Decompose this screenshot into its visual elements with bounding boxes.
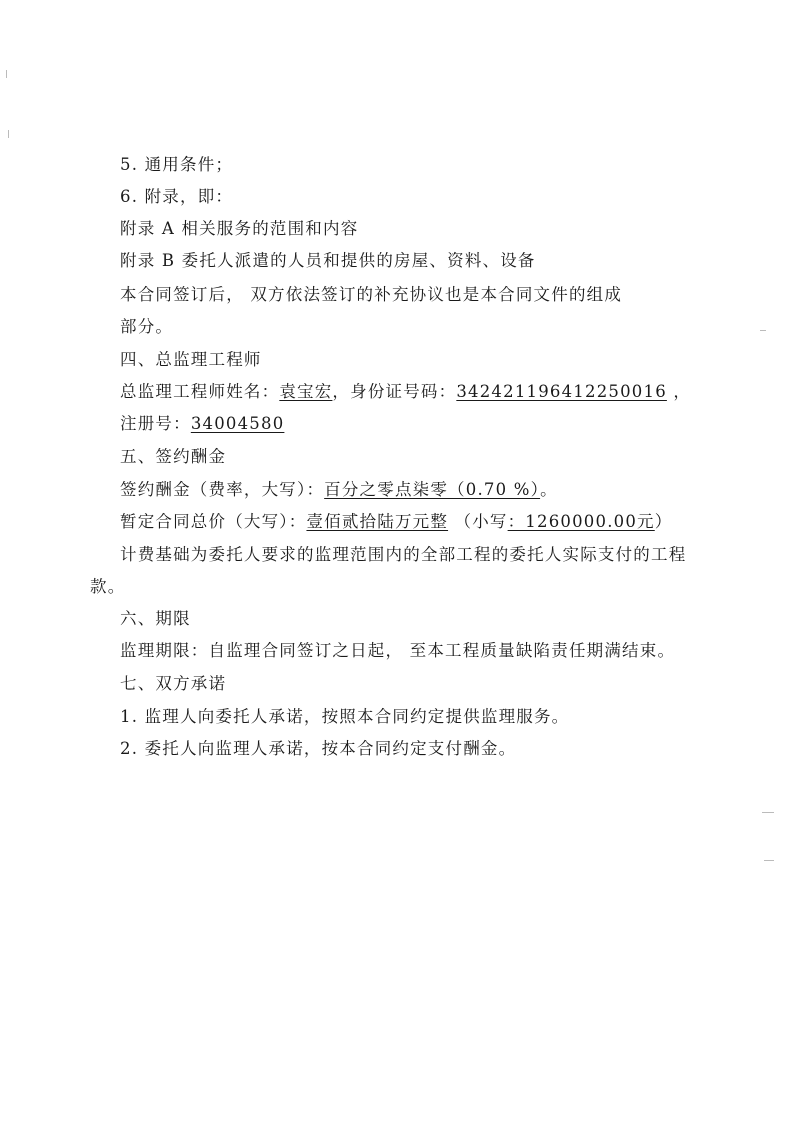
punctuation: ， [666,382,692,401]
fee-rate [120,479,558,501]
punctuation: ） [654,512,673,531]
fee-rate-value: 百分之零点柒零（0.70 %） [324,480,541,499]
chief-engineer-info [120,381,691,403]
commitment-1: 1. 监理人向委托人承诺，按照本合同约定提供监理服务。 [120,707,570,726]
punctuation: 。 [540,480,558,499]
id-number: 342421196412250016 [456,382,667,401]
contract-total-figures: ：1260000.00元 [507,512,655,531]
fee-rate-label: 签约酬金（费率，大写）： [120,480,325,499]
supplementary-agreement-text-cont: 部分。 [120,317,174,336]
registration-number: 34004580 [190,414,285,433]
scan-mark [764,860,774,861]
scan-mark [6,70,7,78]
scan-mark [762,812,774,813]
contract-total-small-label: （小写 [448,512,508,531]
fee-basis-text-cont: 款。 [90,577,126,596]
appendix-a: 附录 A 相关服务的范围和内容 [120,219,359,238]
clause-general-conditions: 5. 通用条件； [120,155,234,174]
section-chief-engineer-heading: 四、总监理工程师 [120,350,262,369]
contract-total [120,511,672,533]
chief-engineer-name-label: 总监理工程师姓名： [120,382,280,401]
section-fee-heading: 五、签约酬金 [120,447,227,466]
contract-total-words: 壹佰贰拾陆万元整 [306,512,449,531]
id-number-label: ，身份证号码： [332,382,457,401]
clause-appendix: 6. 附录，即： [120,187,234,206]
scan-mark [760,330,766,331]
chief-engineer-name: 袁宝宏 [279,382,333,401]
section-commitments-heading: 七、双方承诺 [120,674,227,693]
supervision-term: 监理期限：自监理合同签订之日起， 至本工程质量缺陷责任期满结束。 [120,641,676,660]
appendix-b: 附录 B 委托人派遣的人员和提供的房屋、资料、设备 [120,251,536,270]
commitment-2: 2. 委托人向监理人承诺，按本合同约定支付酬金。 [120,739,517,758]
contract-total-label: 暂定合同总价（大写）： [120,512,307,531]
registration-info [120,413,284,435]
registration-label: 注册号： [120,414,191,433]
supplementary-agreement-text: 本合同签订后， 双方依法签订的补充协议也是本合同文件的组成 [120,285,623,304]
scan-mark [8,130,9,138]
section-term-heading: 六、期限 [120,609,191,628]
fee-basis-text: 计费基础为委托人要求的监理范围内的全部工程的委托人实际支付的工程 [120,545,687,564]
